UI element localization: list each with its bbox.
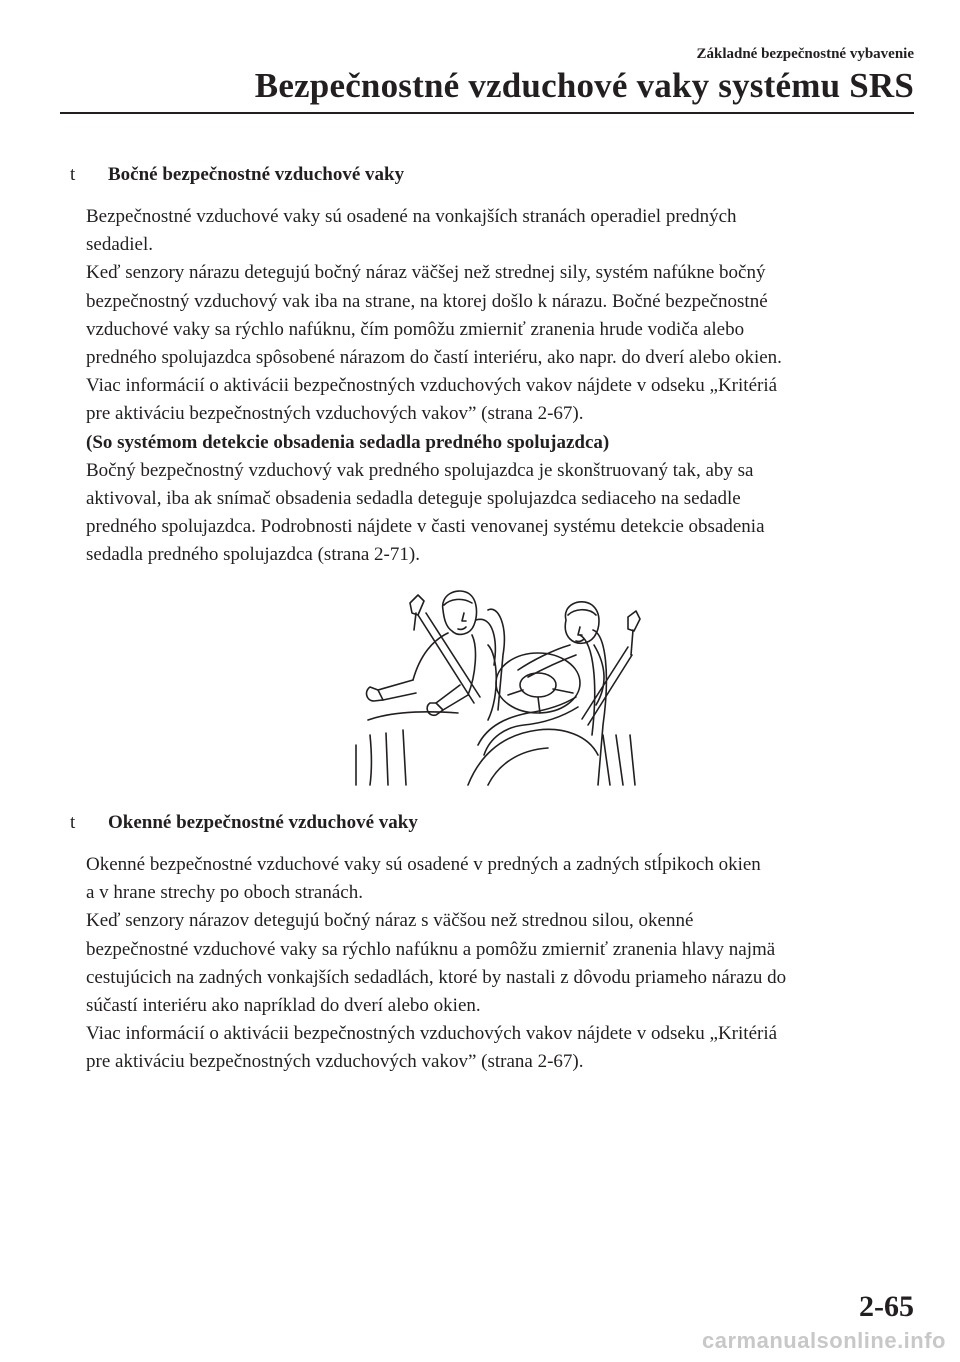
bullet-marker: t bbox=[70, 164, 76, 185]
text-line: súčastí interiéru ako napríklad do dverí alebo okien. bbox=[86, 995, 481, 1017]
text-line: vzduchové vaky sa rýchlo nafúknu, čím pomôžu zmierniť zranenia hrude vodiča alebo bbox=[86, 318, 745, 340]
side-airbags-text bbox=[86, 203, 916, 570]
text-line: predného spolujazdca. Podrobnosti nájdete v časti venovanej systému detekcie obsadenia bbox=[86, 516, 765, 538]
text-line: bezpečnostný vzduchový vak iba na strane, na ktorej došlo k nárazu. Bočné bezpečnostné bbox=[86, 290, 768, 312]
text-line: bezpečnostné vzduchové vaky sa rýchlo nafúknu a pomôžu zmierniť zranenia hlavy najmä bbox=[86, 938, 776, 960]
text-line: a v hrane strechy po oboch stranách. bbox=[86, 882, 363, 904]
curtain-airbags-text bbox=[86, 851, 916, 1077]
text-line: pre aktiváciu bezpečnostných vzduchových vakov” (strana 2-67). bbox=[86, 403, 584, 425]
text-line: Viac informácií o aktivácii bezpečnostných vzduchových vakov nájdete v odseku „Kritériá bbox=[86, 375, 778, 397]
text-line: sedadiel. bbox=[86, 234, 154, 256]
text-line: Bočný bezpečnostný vzduchový vak predného spolujazdca je skonštruovaný tak, aby sa bbox=[86, 459, 754, 481]
side-airbags-heading bbox=[70, 164, 404, 186]
text-line: Keď senzory nárazov detegujú bočný náraz s väčšou než strednou silou, okenné bbox=[86, 910, 694, 932]
page-number: 2-65 bbox=[859, 1290, 914, 1323]
passenger-detection-subheading: (So systémom detekcie obsadenia sedadla predného spolujazdca) bbox=[86, 431, 610, 453]
header-divider bbox=[60, 112, 914, 114]
bullet-marker: t bbox=[70, 812, 76, 833]
page-title: Bezpečnostné vzduchové vaky systému SRS bbox=[254, 66, 914, 105]
curtain-airbags-heading-text: Okenné bezpečnostné vzduchové vaky bbox=[108, 812, 418, 833]
text-line: Bezpečnostné vzduchové vaky sú osadené na vonkajších stranách operadiel predných bbox=[86, 206, 737, 227]
text-line: predného spolujazdca spôsobené nárazom do častí interiéru, ako napr. do dverí alebo okien. bbox=[86, 347, 782, 369]
text-line: aktivoval, iba ak snímač obsadenia sedadla deteguje spolujazdca sediaceho na sedadle bbox=[86, 488, 741, 510]
text-line: Okenné bezpečnostné vzduchové vaky sú osadené v predných a zadných stĺpikoch okien bbox=[86, 854, 761, 875]
text-line: cestujúcich na zadných vonkajších sedadlách, ktoré by nastali z dôvodu priameho nárazu do bbox=[86, 966, 787, 988]
side-airbag-illustration bbox=[348, 585, 648, 790]
side-airbags-heading-text: Bočné bezpečnostné vzduchové vaky bbox=[108, 164, 405, 185]
watermark: carmanualsonline.info bbox=[702, 1328, 946, 1353]
text-line: Keď senzory nárazu detegujú bočný náraz väčšej než strednej sily, systém nafúkne bočný bbox=[86, 262, 766, 284]
text-line: pre aktiváciu bezpečnostných vzduchových vakov” (strana 2-67). bbox=[86, 1051, 584, 1073]
section-name: Základné bezpečnostné vybavenie bbox=[696, 46, 914, 62]
curtain-airbags-heading bbox=[70, 812, 418, 834]
text-line: sedadla predného spolujazdca (strana 2-71). bbox=[86, 544, 420, 566]
text-line: Viac informácií o aktivácii bezpečnostných vzduchových vakov nájdete v odseku „Kritériá bbox=[86, 1023, 778, 1045]
